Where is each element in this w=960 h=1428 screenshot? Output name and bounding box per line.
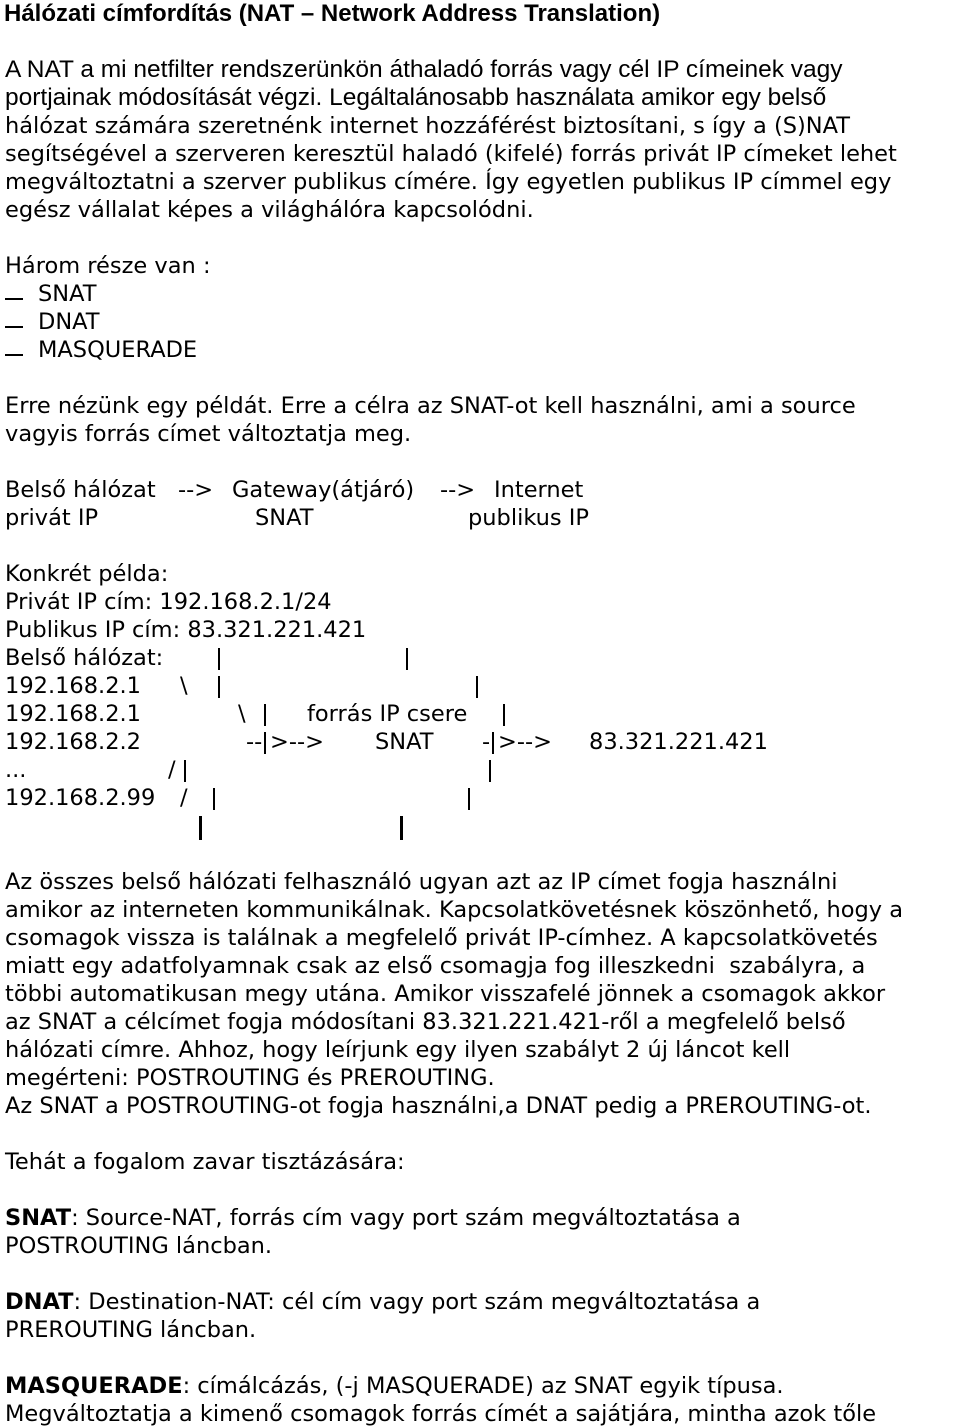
intro-line: segítségével a szerveren keresztül haladó (kifelé) forrás privát IP címeket lehet: [5, 141, 897, 167]
ip-ellipsis: ...: [5, 757, 27, 783]
snat-definition-cont: POSTROUTING láncban.: [5, 1233, 273, 1259]
arrow: --: [246, 729, 263, 755]
dnat-definition-text: : Destination-NAT: cél cím vagy port szám megváltoztatása a: [73, 1289, 761, 1315]
flow-public-ip: publikus IP: [468, 505, 590, 531]
bar: [184, 760, 186, 782]
backslash: \: [238, 701, 246, 727]
list-item: MASQUERADE: [38, 337, 198, 363]
body-line: hálózati címre. Ahhoz, hogy leírjunk egy ilyen szabályt 2 új láncot kell: [5, 1037, 791, 1063]
bar: [406, 648, 408, 670]
dnat-definition: [5, 1288, 760, 1316]
intro-line: portjainak módosítását végzi. Legáltalánosabb használata amikor egy belső: [5, 84, 827, 111]
dnat-definition-cont: PREROUTING láncban.: [5, 1317, 257, 1343]
body-line: Az SNAT a POSTROUTING-ot fogja használni,a DNAT pedig a PREROUTING-ot.: [5, 1093, 872, 1119]
bar: [489, 760, 491, 782]
intro-line: hálózat számára szeretnénk internet hozzáférést biztosítani, s így a (S)NAT: [5, 113, 851, 139]
intro-line: megváltoztatni a szerver publikus címére. Így egyetlen publikus IP címmel egy: [5, 169, 892, 195]
bar: [468, 788, 470, 810]
snat-term: SNAT: [5, 1205, 72, 1231]
internal-label: Belső hálózat:: [5, 645, 164, 671]
body-line: többi automatikusan megy utána. Amikor visszafelé jönnek a csomagok akkor: [5, 981, 886, 1007]
flow-gateway: Gateway(átjáró): [232, 477, 415, 503]
dnat-term: DNAT: [5, 1289, 74, 1315]
bar: [213, 788, 215, 810]
masquerade-term: MASQUERADE: [5, 1373, 183, 1399]
snat-label: SNAT: [375, 729, 434, 755]
body-line: Az összes belső hálózati felhasználó ugyan azt az IP címet fogja használni: [5, 869, 838, 895]
flow-snat: SNAT: [255, 505, 314, 531]
flow-arrow: -->: [440, 477, 476, 503]
dash-bullet: [5, 354, 23, 356]
example-intro-line: vagyis forrás címet változtatja meg.: [5, 421, 412, 447]
flow-arrow: -->: [178, 477, 214, 503]
body-line: az SNAT a célcímet fogja módosítani 83.321.221.421-ről a megfelelő belső: [5, 1009, 846, 1035]
bar: [492, 732, 494, 754]
body-line: csomagok vissza is találnak a megfelelő privát IP-címhez. A kapcsolatkövetés: [5, 925, 878, 951]
arrow: -: [482, 729, 491, 755]
flow-internal: Belső hálózat: [5, 477, 156, 503]
masquerade-definition-text: : címálcázás, (-j MASQUERADE) az SNAT egyik típusa.: [182, 1373, 784, 1399]
public-ip-line: Publikus IP cím: 83.321.221.421: [5, 617, 367, 643]
bar: [400, 816, 403, 840]
body-line: megérteni: POSTROUTING és PREROUTING.: [5, 1065, 495, 1091]
page-title: Hálózati címfordítás (NAT – Network Address Translation): [4, 0, 661, 27]
ip-item: 192.168.2.1: [5, 701, 141, 727]
dash-bullet: [5, 326, 23, 328]
public-ip: 83.321.221.421: [589, 729, 768, 755]
flow-internet: Internet: [494, 477, 584, 503]
concrete-heading: Konkrét példa:: [5, 561, 169, 587]
intro-line: A NAT a mi netfilter rendszerünkön áthaladó forrás vagy cél IP címeinek vagy: [5, 56, 843, 83]
bar: [476, 676, 478, 698]
parts-heading: Három része van :: [5, 253, 211, 279]
example-intro-line: Erre nézünk egy példát. Erre a célra az SNAT-ot kell használni, ami a source: [5, 393, 856, 419]
ip-item: 192.168.2.99: [5, 785, 156, 811]
bar: [218, 648, 220, 670]
arrow: >-->: [498, 729, 552, 755]
intro-line: egész vállalat képes a világhálóra kapcsolódni.: [5, 197, 534, 223]
arrow: >-->: [270, 729, 324, 755]
bar: [199, 816, 202, 840]
dash-bullet: [5, 298, 23, 300]
list-item: SNAT: [38, 281, 97, 307]
ip-item: 192.168.2.2: [5, 729, 141, 755]
masquerade-definition: [5, 1372, 784, 1400]
slash: /: [180, 785, 188, 811]
masquerade-definition-cont: Megváltoztatja a kimenő csomagok forrás címét a sajátjára, mintha azok tőle: [5, 1401, 877, 1427]
ip-item: 192.168.2.1: [5, 673, 141, 699]
snat-definition: [5, 1204, 741, 1232]
source-ip-swap-label: forrás IP csere: [307, 701, 468, 727]
body-line: miatt egy adatfolyamnak csak az első csomagja fog illeszkedni szabályra, a: [5, 953, 866, 979]
body-line: amikor az interneten kommunikálnak. Kapcsolatkövetésnek köszönhető, hogy a: [5, 897, 904, 923]
bar: [218, 676, 220, 698]
bar: [264, 704, 266, 726]
bar: [264, 732, 266, 754]
backslash: \: [180, 673, 188, 699]
flow-private-ip: privát IP: [5, 505, 99, 531]
bar: [503, 704, 505, 726]
slash: /: [168, 757, 176, 783]
list-item: DNAT: [38, 309, 100, 335]
private-ip-line: Privát IP cím: 192.168.2.1/24: [5, 589, 332, 615]
snat-definition-text: : Source-NAT, forrás cím vagy port szám megváltoztatása a: [71, 1205, 741, 1231]
clarify-heading: Tehát a fogalom zavar tisztázására:: [5, 1149, 405, 1175]
